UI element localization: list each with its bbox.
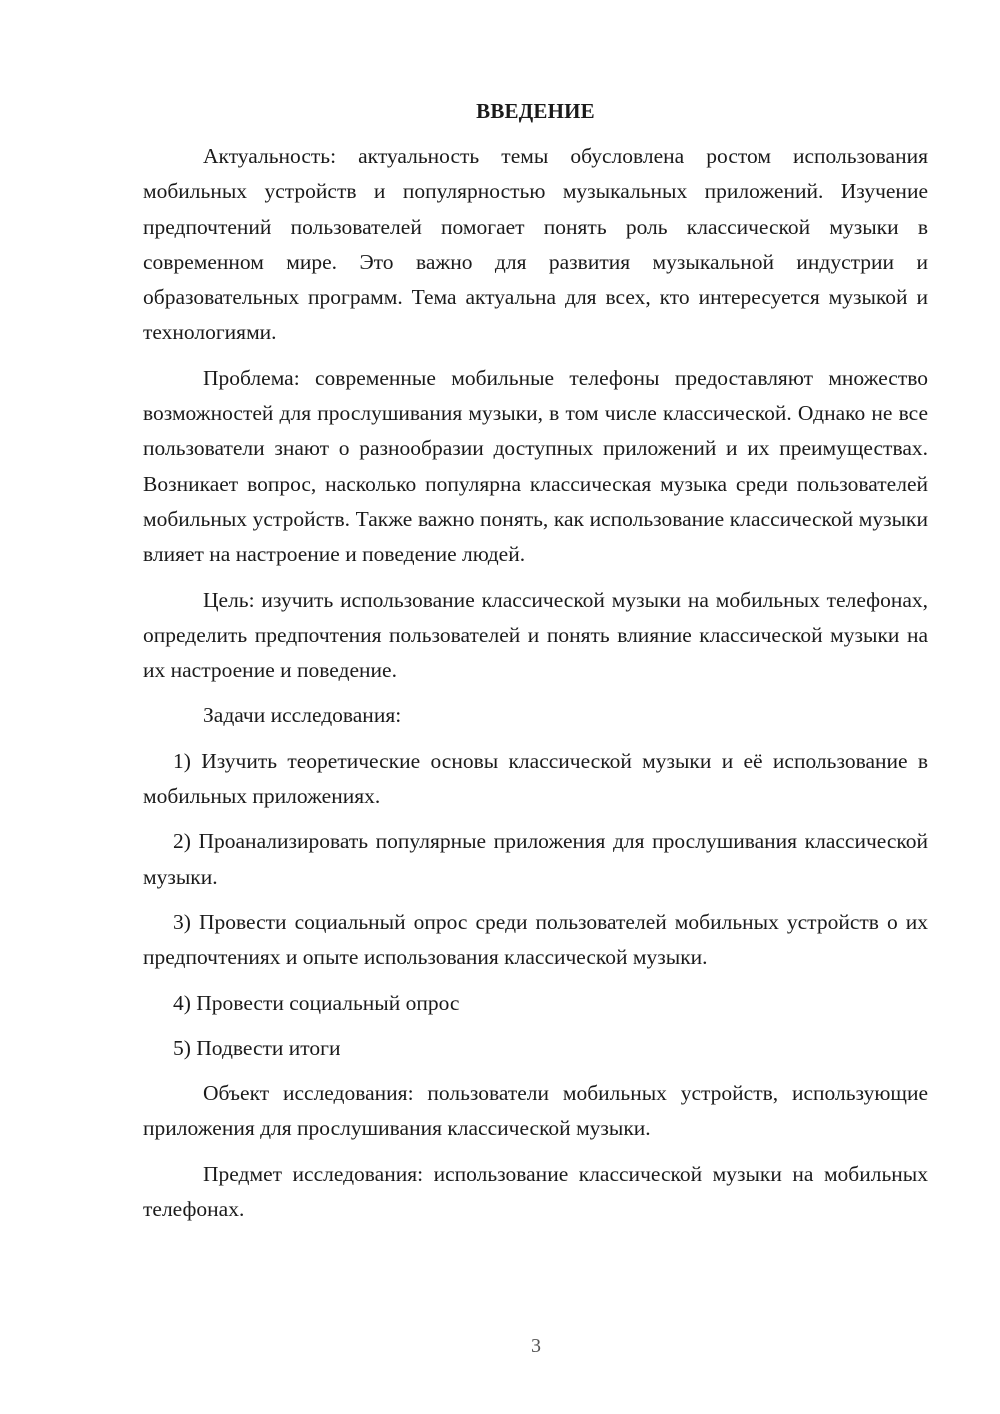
paragraph-subject: Предмет исследования: использование классической музыки на мобильных телефонах. — [143, 1161, 928, 1222]
page-number: 3 — [531, 1335, 541, 1357]
document-page — [143, 95, 928, 1227]
paragraph-object: Объект исследования: пользователи мобильных устройств, использующие приложения для прослушивания классической музыки. — [143, 1081, 928, 1141]
task-item-2: 2) Проанализировать популярные приложения для прослушивания классической музыки. — [143, 829, 928, 889]
task-item-1: 1) Изучить теоретические основы классической музыки и её использование в мобильных приложениях. — [143, 748, 928, 809]
tasks-heading: Задачи исследования: — [203, 703, 402, 728]
paragraph-problem: Проблема: современные мобильные телефоны предоставляют множество возможностей для прослушивания музыки, в том числе классической. Однако не все пользователи знают о разнообразии доступных приложений и их преимуществах. Возникает вопрос, насколько популярна классическая музыка среди пользователей мобильных устройств. Также важно понять, как использование классической музыки влияет на настроение и поведение людей. — [143, 365, 928, 567]
task-item-3: 3) Провести социальный опрос среди пользователей мобильных устройств о их предпочтениях и опыте использования классической музыки. — [143, 909, 928, 970]
task-item-5: 5) Подвести итоги — [173, 1035, 341, 1060]
task-item-4: 4) Провести социальный опрос — [173, 990, 460, 1015]
page-title: ВВЕДЕНИЕ — [476, 99, 595, 123]
paragraph-goal: Цель: изучить использование классической музыки на мобильных телефонах, определить предпочтения пользователей и понять влияние классической музыки на их настроение и поведение. — [143, 587, 928, 683]
paragraph-relevance: Актуальность: актуальность темы обусловлена ростом использования мобильных устройств и популярностью музыкальных приложений. Изучение предпочтений пользователей помогает понять роль классической музыки в современном мире. Это важно для развития музыкальной индустрии и образовательных программ. Тема актуальна для всех, кто интересуется музыкой и технологиями. — [143, 144, 928, 345]
